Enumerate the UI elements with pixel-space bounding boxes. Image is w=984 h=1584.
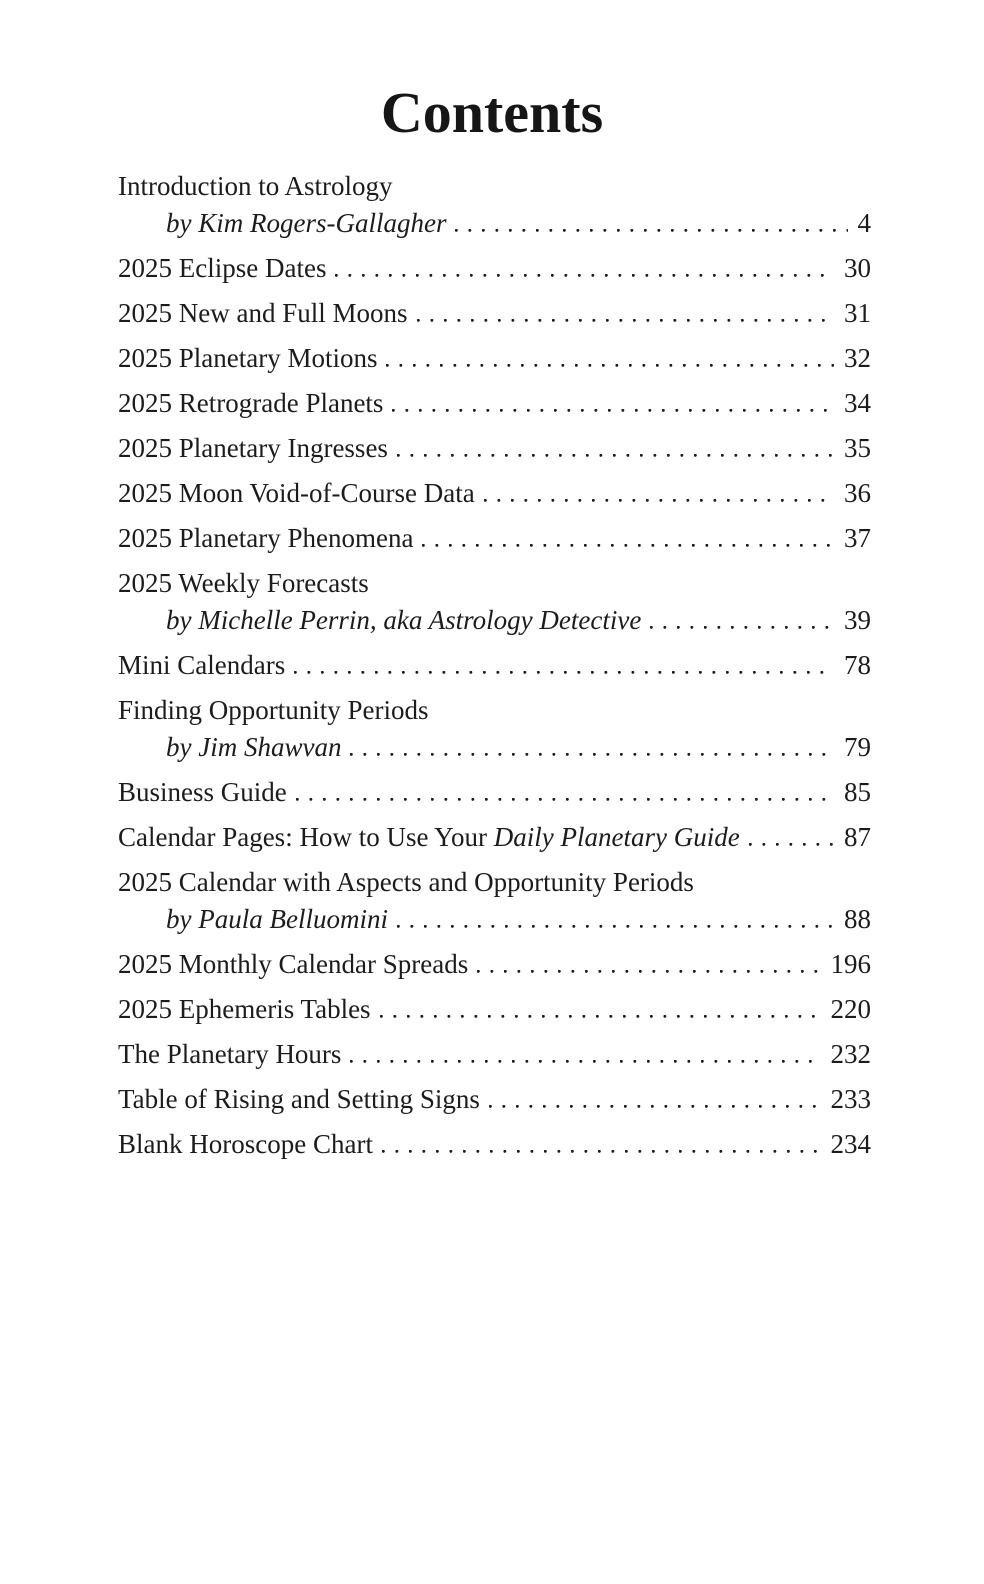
page-number: 32 xyxy=(844,343,871,373)
dot-leader xyxy=(422,544,834,547)
toc-entry-title xyxy=(118,565,369,602)
page-number: 87 xyxy=(844,822,871,852)
toc-entry-byline: by Michelle Perrin, aka Astrology Detective xyxy=(166,605,642,635)
toc-entry-title xyxy=(118,991,371,1028)
contents-page xyxy=(0,80,984,1163)
toc-entry-title-line xyxy=(118,692,871,729)
toc-entry xyxy=(118,385,871,422)
page-number: 36 xyxy=(844,478,871,508)
toc-entry-byline-line xyxy=(118,602,871,639)
page-number: 220 xyxy=(830,994,871,1024)
toc-entry xyxy=(118,819,871,856)
page-number: 37 xyxy=(844,523,871,553)
toc-entry xyxy=(118,774,871,811)
dot-leader xyxy=(350,1060,820,1063)
page-number: 39 xyxy=(844,605,871,635)
title-run: Blank Horoscope Chart xyxy=(118,1129,373,1159)
title-run: Mini Calendars xyxy=(118,650,286,680)
page-number: 234 xyxy=(830,1129,871,1159)
title-run: The Planetary Hours xyxy=(118,1039,342,1069)
toc-entry-byline-line xyxy=(118,901,871,938)
toc-entry-title-line xyxy=(118,991,871,1028)
toc-entry xyxy=(118,168,871,242)
toc-entry xyxy=(118,565,871,639)
title-run: 2025 Ephemeris Tables xyxy=(118,994,371,1024)
toc-entry-byline: by Jim Shawvan xyxy=(166,732,342,762)
title-run: Finding Opportunity Periods xyxy=(118,695,429,725)
dot-leader xyxy=(380,1015,821,1018)
toc-entry-title-line xyxy=(118,385,871,422)
page-title: Contents xyxy=(380,80,604,145)
page-number: 196 xyxy=(830,949,871,979)
toc-entry xyxy=(118,430,871,467)
toc-entry-title-line xyxy=(118,520,871,557)
page-number: 85 xyxy=(844,777,871,807)
toc-entry xyxy=(118,864,871,938)
table-of-contents xyxy=(118,168,871,1163)
toc-entry-title-line xyxy=(118,340,871,377)
page-number: 232 xyxy=(830,1039,871,1069)
toc-entry-title xyxy=(118,774,287,811)
toc-entry-title-line xyxy=(118,774,871,811)
dot-leader xyxy=(294,671,834,674)
dot-leader xyxy=(392,409,834,412)
toc-entry-byline: by Paula Belluomini xyxy=(166,904,388,934)
toc-entry-title xyxy=(118,250,326,287)
title-run: 2025 Planetary Motions xyxy=(118,343,378,373)
toc-entry xyxy=(118,991,871,1028)
dot-leader xyxy=(350,753,834,756)
toc-entry-title-line xyxy=(118,475,871,512)
toc-entry-title-line xyxy=(118,295,871,332)
title-run: Daily Planetary Guide xyxy=(493,822,740,852)
toc-entry-title-line xyxy=(118,250,871,287)
title-run: Table of Rising and Setting Signs xyxy=(118,1084,480,1114)
title-run: Business Guide xyxy=(118,777,287,807)
title-run: Calendar Pages: How to Use Your xyxy=(118,822,494,852)
dot-leader xyxy=(455,229,847,232)
dot-leader xyxy=(417,319,835,322)
toc-entry xyxy=(118,1036,871,1073)
page-number: 233 xyxy=(830,1084,871,1114)
page-number: 34 xyxy=(844,388,871,418)
page-number: 78 xyxy=(844,650,871,680)
title-run: 2025 Calendar with Aspects and Opportunity Periods xyxy=(118,867,694,897)
dot-leader xyxy=(382,1150,821,1153)
toc-entry-title-line xyxy=(118,819,871,856)
toc-entry xyxy=(118,692,871,766)
toc-entry-title xyxy=(118,520,413,557)
toc-entry-title xyxy=(118,692,429,729)
toc-entry-title-line xyxy=(118,430,871,467)
toc-entry-byline-line xyxy=(118,205,871,242)
title-run: 2025 Eclipse Dates xyxy=(118,253,327,283)
title-run: 2025 Weekly Forecasts xyxy=(118,568,369,598)
dot-leader xyxy=(489,1105,821,1108)
page-number: 79 xyxy=(844,732,871,762)
dot-leader xyxy=(749,843,834,846)
page-number: 31 xyxy=(844,298,871,328)
toc-entry-title xyxy=(118,430,388,467)
toc-entry-title xyxy=(118,647,285,684)
title-run: 2025 Retrograde Planets xyxy=(118,388,384,418)
page-number: 88 xyxy=(844,904,871,934)
toc-entry xyxy=(118,340,871,377)
toc-entry-title-line xyxy=(118,565,871,602)
toc-entry-title-line xyxy=(118,168,871,205)
toc-entry-title xyxy=(118,168,392,205)
title-run: 2025 Planetary Ingresses xyxy=(118,433,388,463)
toc-entry-title xyxy=(118,1081,480,1118)
toc-entry-title-line xyxy=(118,946,871,983)
toc-entry xyxy=(118,475,871,512)
toc-entry-title xyxy=(118,819,740,856)
toc-entry-title-line xyxy=(118,1126,871,1163)
toc-entry xyxy=(118,1081,871,1118)
dot-leader xyxy=(397,925,834,928)
dot-leader xyxy=(484,499,834,502)
dot-leader xyxy=(397,454,834,457)
toc-entry-title-line xyxy=(118,864,871,901)
dot-leader xyxy=(477,970,820,973)
dot-leader xyxy=(335,274,834,277)
dot-leader xyxy=(386,364,834,367)
toc-entry xyxy=(118,946,871,983)
title-run: 2025 Monthly Calendar Spreads xyxy=(118,949,469,979)
title-run: 2025 Planetary Phenomena xyxy=(118,523,414,553)
toc-entry xyxy=(118,295,871,332)
toc-entry-title-line xyxy=(118,1036,871,1073)
toc-entry-byline: by Kim Rogers-Gallagher xyxy=(166,208,447,238)
title-run: Introduction to Astrology xyxy=(118,171,393,201)
toc-entry-title xyxy=(118,864,694,901)
dot-leader xyxy=(296,798,834,801)
title-run: 2025 New and Full Moons xyxy=(118,298,408,328)
toc-entry-title xyxy=(118,475,475,512)
toc-entry xyxy=(118,1126,871,1163)
toc-entry-title xyxy=(118,1126,373,1163)
toc-entry-title xyxy=(118,340,377,377)
toc-entry xyxy=(118,250,871,287)
title-run: 2025 Moon Void-of-Course Data xyxy=(118,478,475,508)
page-number: 30 xyxy=(844,253,871,283)
page-number: 35 xyxy=(844,433,871,463)
toc-entry xyxy=(118,647,871,684)
toc-entry-byline-line xyxy=(118,729,871,766)
toc-entry-title-line xyxy=(118,647,871,684)
toc-entry-title xyxy=(118,385,383,422)
toc-entry-title-line xyxy=(118,1081,871,1118)
page-number: 4 xyxy=(857,208,871,238)
toc-entry-title xyxy=(118,295,408,332)
toc-entry xyxy=(118,520,871,557)
dot-leader xyxy=(650,626,834,629)
toc-entry-title xyxy=(118,946,468,983)
toc-entry-title xyxy=(118,1036,341,1073)
